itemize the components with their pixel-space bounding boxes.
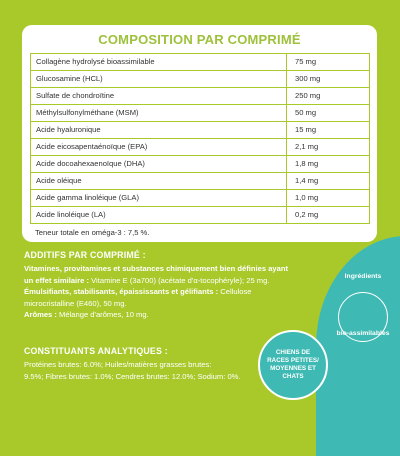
table-row [31, 54, 370, 71]
ingredient-amount: 250 mg [287, 88, 370, 105]
ingredient-amount: 15 mg [287, 122, 370, 139]
additifs-section [24, 250, 309, 321]
vitamines-label: Vitamines, provitamines et substances chimiquement bien définies ayant [24, 264, 289, 273]
table-row [31, 173, 370, 190]
composition-table [30, 53, 370, 224]
badge-text [266, 349, 320, 381]
table-row [31, 71, 370, 88]
badge-line-1: CHIENS DE [275, 349, 311, 356]
teal-corner-shape [316, 236, 400, 456]
ingredient-name: Acide docoahexaenoïque (DHA) [31, 156, 287, 173]
vitamines-label-2: un effet similaire : [24, 275, 89, 285]
additifs-line [24, 275, 309, 287]
composition-card [22, 25, 377, 242]
badge-line-4: CHATS [282, 373, 304, 380]
aromes-value: Mélange d'arômes, 10 mg. [59, 310, 149, 319]
badge-line-2: RACES PETITES/ [267, 357, 319, 364]
ingredient-amount: 1,4 mg [287, 173, 370, 190]
ingredient-name: Collagène hydrolysé bioassimilable [31, 54, 287, 71]
ingredient-name: Acide eicosapentaénoïque (EPA) [31, 139, 287, 156]
omega-total: Teneur totale en oméga-3 : 7,5 %. [35, 228, 150, 237]
emulsifiants-value-2: microcristalline (E460), 50 mg. [24, 298, 127, 308]
table-row [31, 122, 370, 139]
vitamines-value: Vitamine E (3a700) (acétate d'α-tocophéryle); 25 mg. [91, 275, 270, 285]
ingredient-name: Sulfate de chondroïtine [31, 88, 287, 105]
ingredient-name: Acide linoléique (LA) [31, 207, 287, 224]
ingredient-name: Acide hyaluronique [31, 122, 287, 139]
ingredient-amount: 1,8 mg [287, 156, 370, 173]
seal-line-1: Ingrédients [344, 273, 382, 280]
table-row [31, 190, 370, 207]
ingredient-name: Acide gamma linoléique (GLA) [31, 190, 287, 207]
badge-line-3: MOYENNES ET [270, 365, 316, 372]
ingredient-amount: 50 mg [287, 105, 370, 122]
table-row [31, 156, 370, 173]
ingredient-amount: 0,2 mg [287, 207, 370, 224]
additifs-line [24, 298, 309, 310]
additifs-title: ADDITIFS PAR COMPRIMÉ : [24, 250, 146, 260]
constituants-line-2: 9.5%; Fibres brutes: 1.0%; Cendres brutes: 12.0%; Sodium: 0%. [24, 371, 241, 381]
pet-size-badge [258, 330, 328, 400]
ingredient-amount: 75 mg [287, 54, 370, 71]
ingredient-amount: 2,1 mg [287, 139, 370, 156]
composition-title: COMPOSITION PAR COMPRIMÉ [98, 32, 301, 47]
additifs-line [24, 263, 309, 275]
ingredient-amount: 1,0 mg [287, 190, 370, 207]
ingredient-name: Méthylsulfonylméthane (MSM) [31, 105, 287, 122]
additifs-line [24, 309, 309, 321]
table-row [31, 105, 370, 122]
seal-text [328, 272, 398, 338]
seal-line-2: bio-assimilables [336, 330, 390, 337]
emulsifiants-label: Émulsifiants, stabilisants, épaississants et gélifiants : [24, 287, 219, 296]
constituants-line-1: Protéines brutes: 6.0%; Huiles/matières grasses brutes: [24, 360, 212, 369]
table-row [31, 88, 370, 105]
table-row [31, 139, 370, 156]
ingredient-name: Glucosamine (HCL) [31, 71, 287, 88]
constituants-title: CONSTITUANTS ANALYTIQUES : [24, 346, 168, 356]
table-row [31, 207, 370, 224]
additifs-line [24, 286, 309, 298]
ingredient-name: Acide oléique [31, 173, 287, 190]
emulsifiants-value: Cellulose [220, 287, 252, 296]
aromes-label: Arômes : [24, 310, 57, 319]
ingredient-amount: 300 mg [287, 71, 370, 88]
